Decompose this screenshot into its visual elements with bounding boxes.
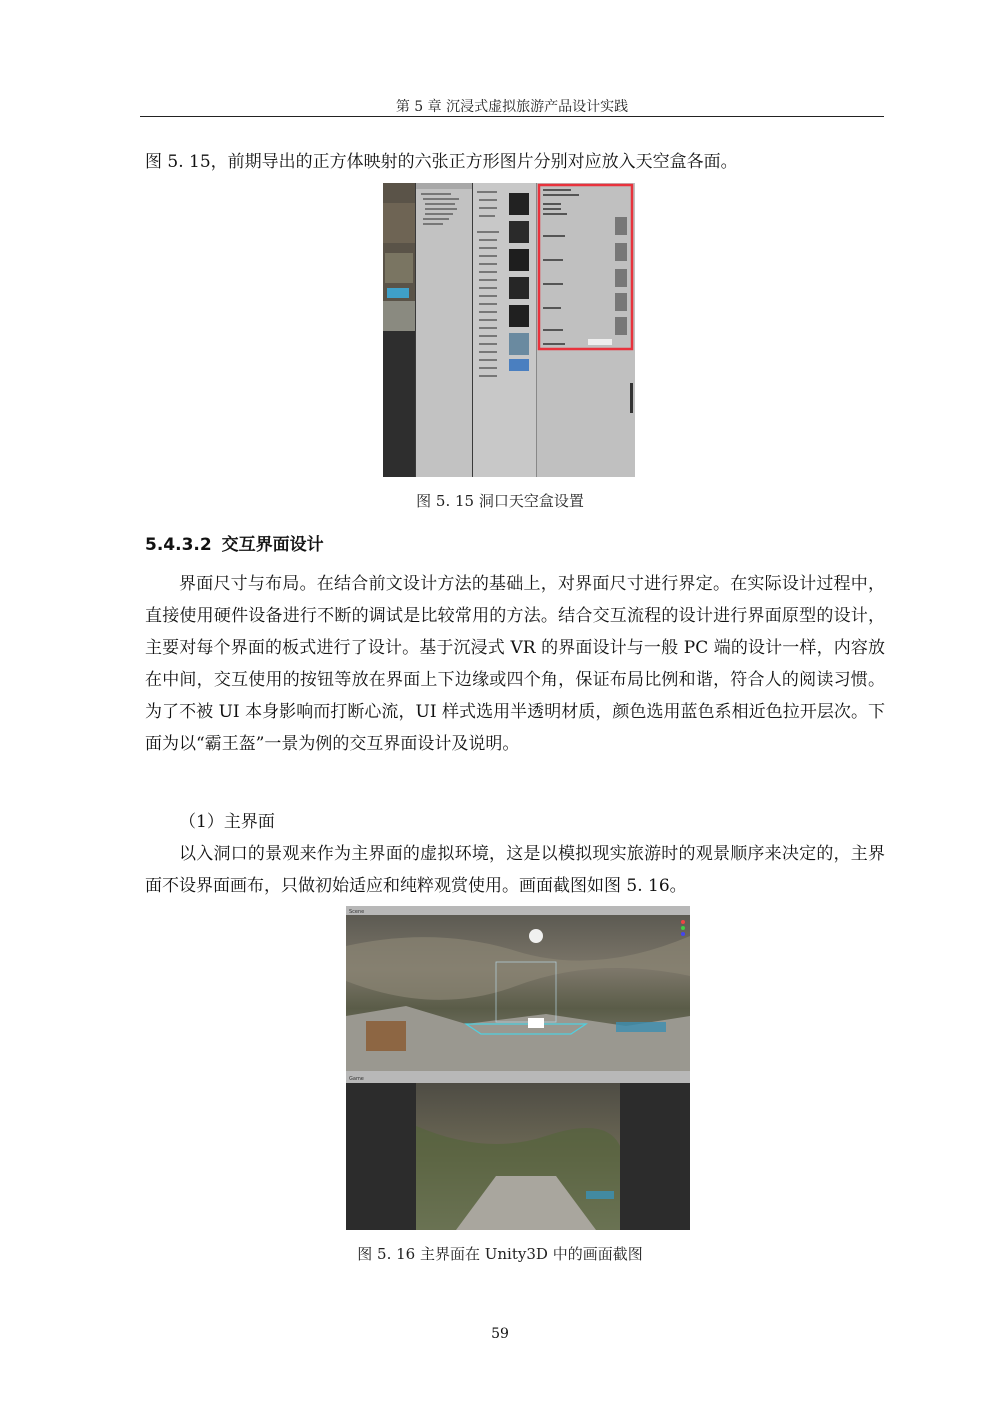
figure-5-16: [346, 906, 690, 1230]
unity-editor-screenshot: [383, 183, 635, 477]
game-tab: Game: [349, 1076, 364, 1082]
section-number: 5.4.3.2: [145, 535, 212, 555]
scene-tab: Scene: [349, 909, 365, 915]
figure-5-16-caption: 图 5. 16 主界面在 Unity3D 中的画面截图: [357, 1245, 643, 1263]
camera-icon: [528, 1018, 544, 1028]
paragraph-main-interface: 以入洞口的景观来作为主界面的虚拟环境，这是以模拟现实旅游时的观景顺序来决定的，主界面不设界面画布，只做初始适应和纯粹观赏使用。画面截图如图 5. 16。: [145, 844, 885, 896]
hierarchy-panel: [416, 183, 472, 477]
directional-light-icon: [529, 929, 543, 943]
figure-5-15-caption: 图 5. 15 洞口天空盒设置: [416, 492, 584, 510]
section-title: 交互界面设计: [221, 535, 324, 555]
section-heading: [145, 530, 324, 555]
running-header: 第 5 章 沉浸式虚拟旅游产品设计实践: [395, 99, 629, 115]
page-number: 59: [491, 1326, 509, 1342]
header-rule: [140, 116, 884, 117]
figure-5-15: [383, 183, 635, 477]
game-toolbar: [346, 1071, 690, 1083]
subheading-main-interface: （1）主界面: [179, 812, 275, 832]
paragraph-layout: 界面尺寸与布局。在结合前文设计方法的基础上，对界面尺寸进行界定。在实际设计过程中，直接使用硬件设备进行不断的调试是比较常用的方法。结合交互流程的设计进行界面原型的设计，主要对每个界面的板式进行了设计。基于沉浸式 VR 的界面设计与一般 PC 端的设计一样，内容放在中间，交互使用的按钮等放在界面上下边缘或四个角，保证布局比例和谐，符合人的阅读习惯。为了不被 UI 本身影响而打断心流，UI 样式选用半透明材质，颜色选用蓝色系相近色拉开层次。下面为以“霸王盔”一景为例的交互界面设计及说明。: [145, 574, 885, 754]
scene-toolbar: [346, 906, 690, 915]
unity-scene-game-screenshot: [346, 906, 690, 1230]
intro-line: 图 5. 15，前期导出的正方体映射的六张正方形图片分别对应放入天空盒各面。: [145, 152, 738, 172]
